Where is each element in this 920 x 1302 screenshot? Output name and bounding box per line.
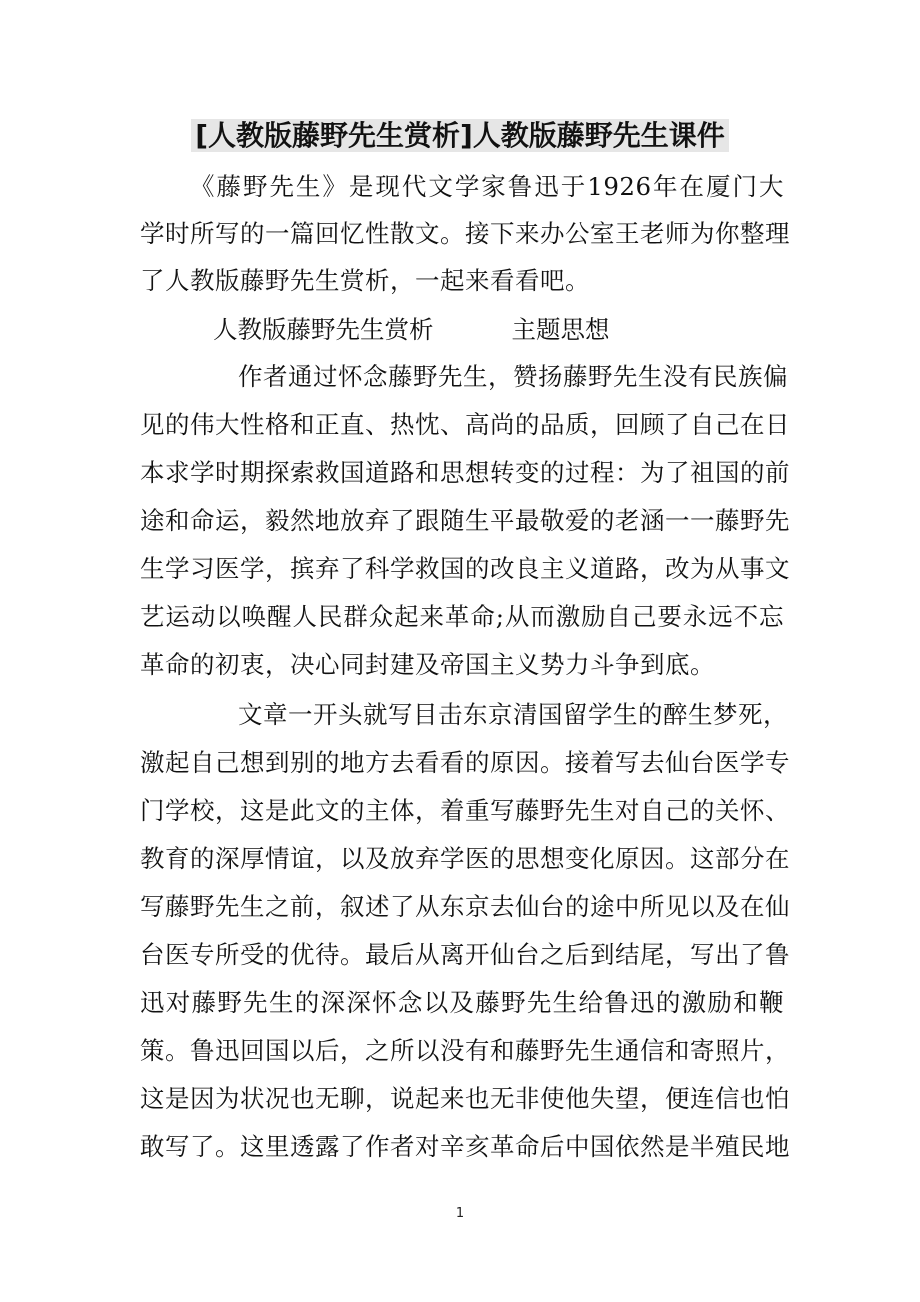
paragraph2-line: 迅对藤野先生的深深怀念以及藤野先生给鲁迅的激励和鞭 bbox=[140, 988, 784, 1017]
paragraph1-line: 本求学时期探索救国道路和思想转变的过程：为了祖国的前 bbox=[140, 458, 790, 487]
page-number: 1 bbox=[455, 1206, 465, 1221]
document-title-text: [人教版藤野先生赏析]人教版藤野先生课件 bbox=[191, 119, 729, 152]
document-title bbox=[0, 116, 920, 156]
paragraph2-line: 台医专所受的优待。最后从离开仙台之后到结尾，写出了鲁 bbox=[140, 940, 790, 969]
paragraph2-line: 这是因为状况也无聊，说起来也无非使他失望，便连信也怕 bbox=[140, 1084, 790, 1113]
paragraph1-line: 途和命运，毅然地放弃了跟随生平最敬爱的老涵一一藤野先 bbox=[140, 506, 790, 535]
paragraph2-line: 门学校，这是此文的主体，着重写藤野先生对自己的关怀、 bbox=[140, 796, 790, 825]
paragraph1-line: 艺运动以唤醒人民群众起来革命;从而激励自己要永远不忘 bbox=[140, 602, 784, 631]
paragraph1-line: 作者通过怀念藤野先生，赞扬藤野先生没有民族偏 bbox=[238, 362, 788, 391]
subheading-left: 人教版藤野先生赏析 bbox=[213, 315, 434, 344]
paragraph1-line: 见的伟大性格和正直、热忱、高尚的品质，回顾了自己在日 bbox=[140, 410, 790, 439]
paragraph1-line: 革命的初衷，决心同封建及帝国主义势力斗争到底。 bbox=[140, 650, 715, 679]
intro-line: 学时所写的一篇回忆性散文。接下来办公室王老师为你整理 bbox=[140, 219, 790, 248]
paragraph1-line: 生学习医学，摈弃了科学救国的改良主义道路，改为从事文 bbox=[140, 554, 790, 583]
subheading-right: 主题思想 bbox=[511, 315, 610, 344]
paragraph2-line: 写藤野先生之前，叙述了从东京去仙台的途中所见以及在仙 bbox=[140, 892, 790, 921]
paragraph2-line: 文章一开头就写目击东京清国留学生的醉生梦死， bbox=[238, 700, 788, 729]
paragraph2-line: 敢写了。这里透露了作者对辛亥革命后中国依然是半殖民地 bbox=[140, 1132, 790, 1161]
paragraph2-line: 策。鲁迅回国以后，之所以没有和藤野先生通信和寄照片， bbox=[140, 1036, 790, 1065]
paragraph2-line: 激起自己想到别的地方去看看的原因。接着写去仙台医学专 bbox=[140, 748, 790, 777]
intro-line: 了人教版藤野先生赏析，一起来看看吧。 bbox=[140, 266, 590, 295]
section-subheading bbox=[213, 310, 610, 350]
paragraph2-line: 教育的深厚情谊，以及放弃学医的思想变化原因。这部分在 bbox=[140, 844, 790, 873]
intro-line: 《藤野先生》是现代文学家鲁迅于1926年在厦门大 bbox=[190, 172, 784, 201]
